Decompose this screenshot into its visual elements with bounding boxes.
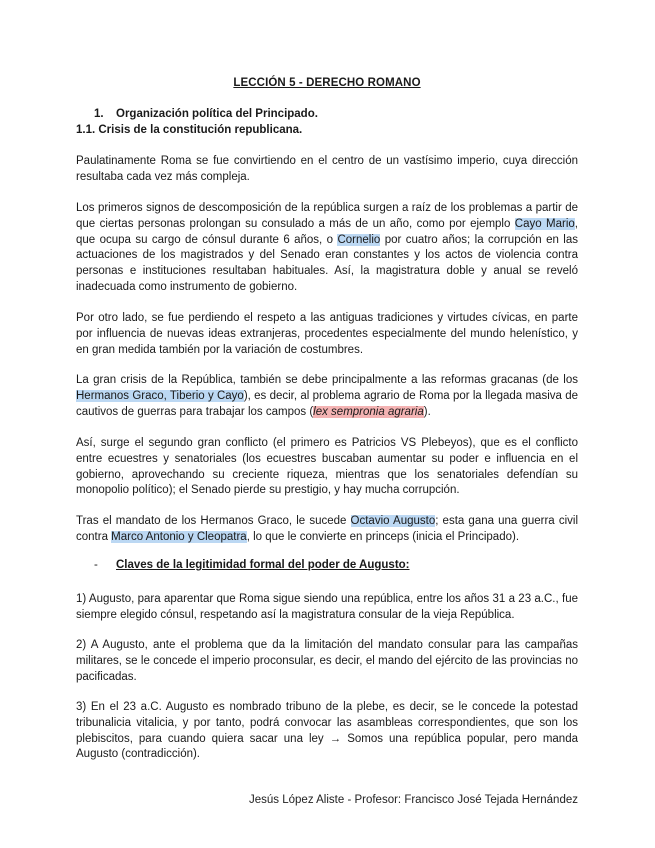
footer-author: Jesús López Aliste - Profesor: Francisco José Tejada Hernández <box>249 794 578 806</box>
paragraph-6-text-a: Tras el mandato de los Hermanos Graco, le sucede <box>76 515 351 527</box>
paragraph-2-text-b: , que ocupa su cargo de cónsul durante 6 años, o <box>76 217 578 246</box>
paragraph-7: 1) Augusto, para aparentar que Roma sigue siendo una república, entre los años 31 a 23 a.C., fue siempre elegido cónsul, respetando así la magistratura consular de la vieja República. <box>76 593 578 621</box>
paragraph-6-text-c: , lo que le convierte en princeps (inicia el Principado). <box>246 530 520 543</box>
paragraph-3: Por otro lado, se fue perdiendo el respeto a las antiguas tradiciones y virtudes cívicas, en parte por influencia de nuevas ideas extranjeras, procedentes especialmente del mundo helenístico, y en gran medida también por la variación de costumbres. <box>76 312 578 356</box>
highlight-cornelio: Cornelio <box>337 233 381 246</box>
paragraph-4-text-c: ). <box>423 405 431 418</box>
highlight-lex-sempronia: lex sempronia agraria <box>313 405 424 418</box>
highlight-hermanos-graco: Hermanos Graco, Tiberio y Cayo <box>76 389 244 402</box>
bullet-heading <box>94 559 410 571</box>
section-number: 1. <box>94 108 104 120</box>
bullet-heading-text: Claves de la legitimidad formal del poder de Augusto: <box>116 559 410 571</box>
highlight-octavio-augusto: Octavio Augusto <box>350 515 436 527</box>
paragraph-2-text-c: por cuatro años; la corrupción en las actuaciones de los magistrados y del Senado eran constantes y los actos de violencia contra personas e instituciones resultaban habituales. Así, la magistratura doble y anual se reveló inadecuada como instrumento de gobierno. <box>76 233 578 293</box>
paragraph-6-text-b: ; esta gana una guerra civil contra <box>76 515 578 543</box>
paragraph-9: 3) En el 23 a.C. Augusto es nombrado tribuno de la plebe, es decir, se le concede la potestad tribunalicia vitalicia, y por tanto, podrá convocar las asambleas correspondientes, que son los plebiscitos, para cuando quiera sacar una ley → Somos una república popular, pero manda Augusto (contradicción). <box>76 701 578 761</box>
paragraph-2 <box>76 201 578 296</box>
paragraph-2-text-a: Los primeros signos de descomposición de la república surgen a raíz de los problemas a partir de que ciertas personas prolongan su consulado a más de un año, como por ejemplo <box>76 202 578 230</box>
section-heading <box>94 108 318 120</box>
paragraph-8: 2) A Augusto, ante el problema que da la limitación del mandato consular para las campañas militares, se le concede el imperio proconsular, es decir, el mando del ejército de las provincias no pacificadas. <box>76 639 578 683</box>
paragraph-6 <box>76 514 578 546</box>
paragraph-4-text-a: La gran crisis de la República, también se debe principalmente a las reformas gracanas (de los <box>76 374 578 386</box>
paragraph-4-text-b: ), es decir, al problema agrario de Roma por la llegada masiva de cautivos de guerras para trabajar los campos ( <box>76 389 578 418</box>
highlight-marco-antonio: Marco Antonio y Cleopatra <box>111 530 247 543</box>
bullet-dash: - <box>94 559 98 571</box>
paragraph-4 <box>76 373 578 420</box>
highlight-cayo-mario: Cayo Mario <box>514 217 575 230</box>
paragraph-1: Paulatinamente Roma se fue convirtiendo en el centro de un vastísimo imperio, cuya dirección resultaba cada vez más compleja. <box>76 155 578 183</box>
paragraph-5: Así, surge el segundo gran conflicto (el primero es Patricios VS Plebeyos), que es el conflicto entre ecuestres y senatoriales (los ecuestres buscaban aumentar su poder e influencia en el gobierno, aprovechando su creciente riqueza, mientras que los senatoriales defendían su monopolio político); el Senado pierde su prestigio, y hay mucha corrupción. <box>76 437 578 497</box>
lesson-title: LECCIÓN 5 - DERECHO ROMANO <box>233 77 421 89</box>
section-heading-text: Organización política del Principado. <box>116 108 318 120</box>
subsection-heading: 1.1. Crisis de la constitución republicana. <box>76 124 303 136</box>
